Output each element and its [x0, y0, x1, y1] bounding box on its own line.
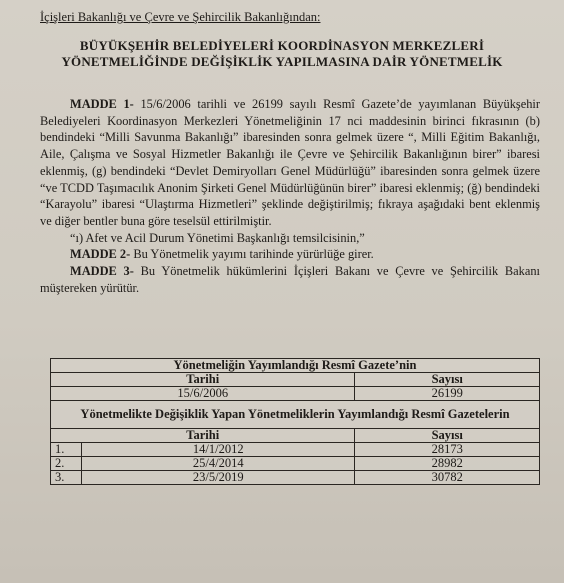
row-index: 3. [51, 471, 82, 485]
row-index: 1. [51, 443, 82, 457]
article-1 [40, 96, 540, 230]
article-3-label: MADDE 3- [70, 264, 134, 279]
article-3-text: Bu Yönetmelik hükümlerini İçişleri Bakanı ve Çevre ve Şehircilik Bakanı müştereken yürütür. [40, 264, 540, 295]
article-3 [40, 263, 540, 296]
article-1-label: MADDE 1- [70, 97, 134, 111]
table-row [51, 471, 540, 485]
article-1-text: 15/6/2006 tarihli ve 26199 sayılı Resmî Gazete’de yayımlanan Büyükşehir Belediyeleri Koordinasyon Merkezleri Yönetmeliğinin 17 nci maddesinin birinci fıkrasının (b) bendindeki “Milli Savunma Bakanlığı” ibaresinden sonra gelmek üzere “, Milli Eğitim Bakanlığı, Aile, Çalışma ve Sosyal Hizmetler Bakanlığı ile Çevre ve Şehircilik Bakanlığının birer” ibaresi eklenmiş, (g) bendindeki “Devlet Demiryolları Genel Müdürlüğü” ibaresinden sonra gelmek üzere “ve TCDD Taşımacılık Anonim Şirketi Genel Müdürlüğünün birer” ibaresi eklenmiş; (ğ) bendindeki “Karayolu” ibaresi “Ulaştırma Hizmetleri” şeklinde değiştirilmiş; fıkraya aşağıdaki bent eklenmiş ve diğer bentler buna göre teselsül ettirilmiştir. [40, 97, 540, 228]
title-line-1: BÜYÜKŞEHİR BELEDİYELERİ KOORDİNASYON MERKEZLERİ [79, 38, 485, 53]
table-row [51, 387, 540, 401]
original-number: 26199 [355, 387, 540, 401]
original-date: 15/6/2006 [51, 387, 355, 401]
title-line-2: YÖNETMELİĞİNDE DEĞİŞİKLİK YAPILMASINA DAİR YÖNETMELİK [61, 54, 503, 69]
table-header-original: Yönetmeliğin Yayımlandığı Resmî Gazete’nin [51, 359, 540, 373]
table-row [51, 457, 540, 471]
document-body [40, 96, 540, 296]
row-number: 28982 [355, 457, 540, 471]
row-date: 25/4/2014 [82, 457, 355, 471]
article-2-label: MADDE 2- [70, 247, 131, 262]
table-row [51, 443, 540, 457]
table-header-amendments: Yönetmelikte Değişiklik Yapan Yönetmeliklerin Yayımlandığı Resmî Gazetelerin [51, 401, 540, 429]
row-date: 23/5/2019 [82, 471, 355, 485]
issuer-line: İçişleri Bakanlığı ve Çevre ve Şehircilik Bakanlığından: [40, 10, 321, 24]
article-2-text: Bu Yönetmelik yayımı tarihinde yürürlüğe girer. [130, 247, 374, 262]
row-number: 28173 [355, 443, 540, 457]
col-date-header: Tarihi [51, 429, 355, 443]
table-header-row [51, 359, 540, 373]
col-number-header: Sayısı [355, 373, 540, 387]
row-date: 14/1/2012 [82, 443, 355, 457]
table-colhead-row [51, 429, 540, 443]
added-clause: “ı) Afet ve Acil Durum Yönetimi Başkanlığı temsilcisinin,” [70, 230, 365, 245]
table-colhead-row [51, 373, 540, 387]
row-index: 2. [51, 457, 82, 471]
table-header-row [51, 401, 540, 429]
gazette-table [50, 358, 540, 485]
row-number: 30782 [355, 471, 540, 485]
article-2 [40, 246, 540, 263]
col-date-header: Tarihi [51, 373, 355, 387]
col-number-header: Sayısı [355, 429, 540, 443]
